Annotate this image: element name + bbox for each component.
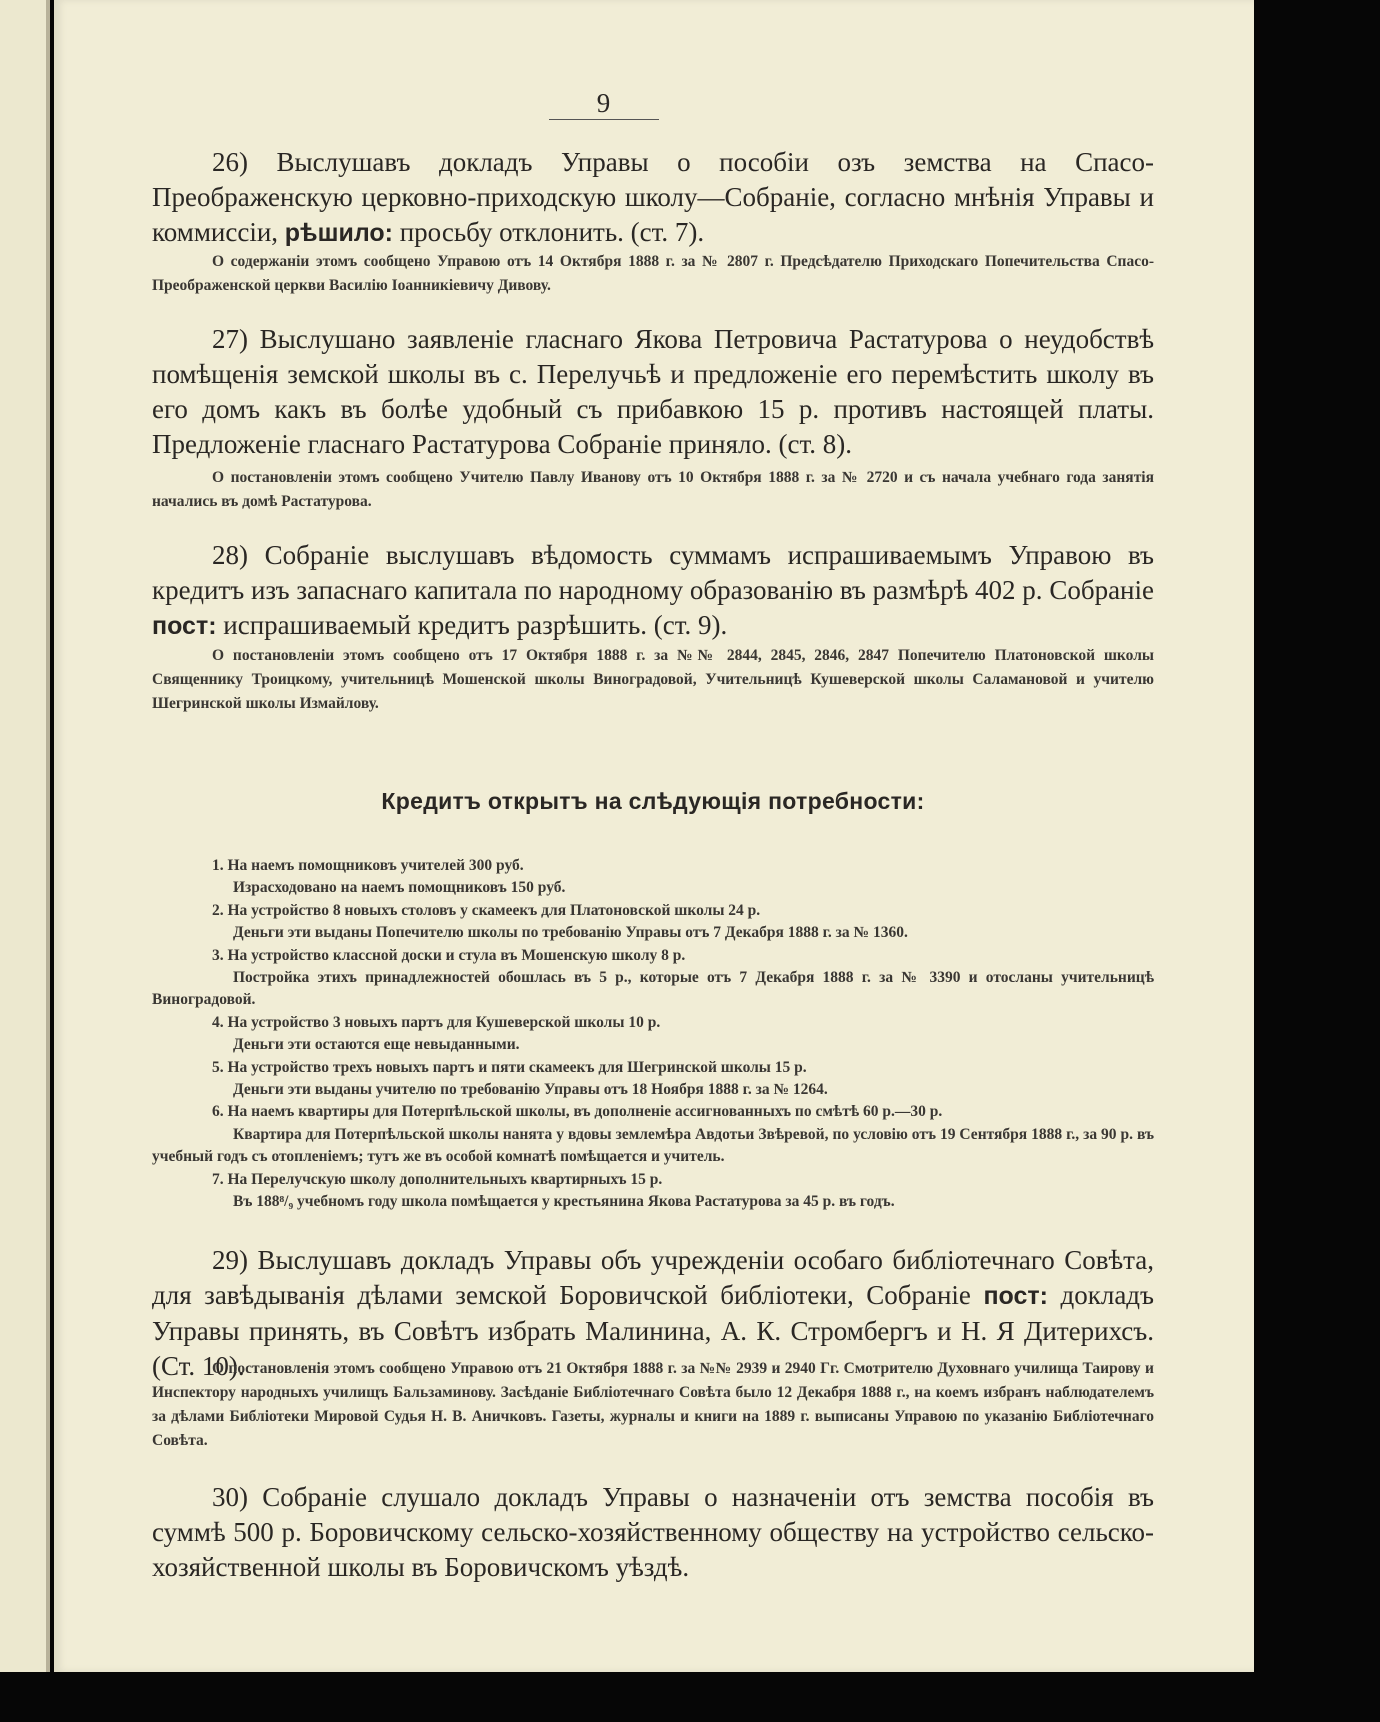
credit-item: 6. На наемъ квартиры для Потерпѣльской школы, въ дополненіе ассигнованныхъ по смѣтѣ 60 р.—30 р. <box>212 1103 943 1121</box>
item-28-note-text: О постановленіи этомъ сообщено отъ 17 Октября 1888 г. за №№ 2844, 2845, 2846, 2847 Попечителю Платоновской школы Священнику Троицкому, учительницѣ Мошенской школы Виноградовой, Учительницѣ Кушеверской школы Саламановой и учителю Шегринской школы Измайлову. <box>152 647 1154 712</box>
item-28-text: 28) Собраніе выслушавъ вѣдомость суммамъ испрашиваемымъ Управою въ кредитъ изъ запаснаго капитала по народному образованію въ размѣрѣ 402 р. Собраніе пост: испрашиваемый кредитъ разрѣшить. (ст. 9). <box>152 540 1154 640</box>
item-28 <box>152 538 1154 644</box>
decision-keyword: пост: <box>983 1282 1048 1310</box>
credit-list <box>152 855 1154 1214</box>
credit-item: 5. На устройство трехъ новыхъ партъ и пяти скамеекъ для Шегринской школы 15 р. <box>212 1058 807 1076</box>
item-29-note-text: О постановленія этомъ сообщено Управою отъ 21 Октября 1888 г. за №№ 2939 и 2940 Гг. Смотрителю Духовнаго училища Таирову и Инспектору народныхъ училищъ Бальзаминову. Засѣданіе Библіотечнаго Совѣта было 12 Декабря 1888 г., на коемъ избранъ наблюдателемъ за дѣлами Библіотеки Мировой Судья Н. В. Аничковъ. Газеты, журналы и книги на 1889 г. выписаны Управою по указанію Библіотечнаго Совѣта. <box>152 1360 1154 1449</box>
credit-item: 2. На устройство 8 новыхъ столовъ у скамеекъ для Платоновской школы 24 р. <box>212 901 761 919</box>
item-27 <box>152 322 1154 462</box>
credit-item: 3. На устройство классной доски и стула въ Мошенскую школу 8 р. <box>212 946 686 964</box>
credit-item-note: Постройка этихъ принадлежностей обошлась въ 5 р., которые отъ 7 Декабря 1888 г. за № 3390 и отосланы учительницѣ Виноградовой. <box>152 969 1154 1009</box>
credit-item-note: Деньги эти выданы учителю по требованію Управы отъ 18 Ноября 1888 г. за № 1264. <box>233 1081 828 1099</box>
section-heading: Кредитъ открытъ на слѣдующія потребности: <box>381 788 925 814</box>
credit-item-note: Деньги эти выданы Попечителю школы по требованію Управы отъ 7 Декабря 1888 г. за № 1360. <box>233 924 908 942</box>
book-spine <box>46 0 50 1672</box>
item-27-note <box>152 466 1154 514</box>
credit-item-note: Въ 188⁸/₉ учебномъ году школа помѣщается у крестьянина Якова Растатурова за 45 р. въ годъ. <box>233 1193 895 1211</box>
item-26-note-text: О содержаніи этомъ сообщено Управою отъ 14 Октября 1888 г. за № 2807 г. Предсѣдателю Приходскаго Попечительства Спасо-Преображенской церкви Василію Іоанникіевичу Дивову. <box>152 253 1154 294</box>
decision-keyword: пост: <box>152 612 217 640</box>
credit-item: 7. На Перелучскую школу дополнительныхъ квартирныхъ 15 р. <box>212 1170 663 1188</box>
item-29-note <box>152 1357 1154 1453</box>
item-26-note <box>152 250 1154 298</box>
page-number: 9 <box>596 88 612 118</box>
item-29-text: 29) Выслушавъ докладъ Управы объ учрежденіи особаго библіотечнаго Совѣта, для завѣдыванія дѣлами земской Боровичской библіотеки, Собраніе пост: докладъ Управы принять, въ Совѣтъ избрать Малинина, А. К. Стромбергъ и Н. Я Дитерихсъ. (Ст. 10). <box>152 1245 1154 1381</box>
credit-item-note: Израсходовано на наемъ помощниковъ 150 руб. <box>233 879 566 897</box>
item-27-text: 27) Выслушано заявленіе гласнаго Якова Петровича Растатурова о неудобствѣ помѣщенія земской школы въ с. Перелучьѣ и предложеніе его перемѣстить школу въ его домъ какъ въ болѣе удобный съ прибавкою 15 р. противъ настоящей платы. Предложеніе гласнаго Растатурова Собраніе приняло. (ст. 8). <box>152 324 1154 459</box>
credit-item: 1. На наемъ помощниковъ учителей 300 руб. <box>212 857 524 874</box>
credit-item: 4. На устройство 3 новыхъ партъ для Кушеверской школы 10 р. <box>212 1013 661 1031</box>
item-30 <box>152 1480 1154 1585</box>
document-page <box>54 0 1254 1672</box>
credit-item-note: Квартира для Потерпѣльской школы нанята у вдовы землемѣра Авдотьи Звѣревой, по условію отъ 19 Сентября 1888 г., за 90 р. въ учебный годъ съ отопленіемъ; тутъ же въ особой комнатѣ помѣщается и учитель. <box>152 1125 1154 1166</box>
item-30-text: 30) Собраніе слушало докладъ Управы о назначеніи отъ земства пособія въ суммѣ 500 р. Боровичскому сельско-хозяйственному обществу на устройство сельско-хозяйственной школы въ Боровичскомъ уѣздѣ. <box>152 1482 1154 1582</box>
facing-page-edge <box>0 0 50 1672</box>
page-number-rule <box>549 119 659 120</box>
item-26 <box>152 145 1154 251</box>
decision-keyword: рѣшило: <box>284 219 393 247</box>
credit-item-note: Деньги эти остаются еще невыданными. <box>233 1036 520 1054</box>
item-26-text: 26) Выслушавъ докладъ Управы о пособіи озъ земства на Спасо-Преображенскую церковно-приходскую школу—Собраніе, согласно мнѣнія Управы и коммиссіи, рѣшило: просьбу отклонить. (ст. 7). <box>152 147 1154 247</box>
item-28-note <box>152 644 1154 716</box>
item-27-note-text: О постановленіи этомъ сообщено Учителю Павлу Иванову отъ 10 Октября 1888 г. за № 2720 и съ начала учебнаго года занятія начались въ домѣ Растатурова. <box>152 469 1154 510</box>
